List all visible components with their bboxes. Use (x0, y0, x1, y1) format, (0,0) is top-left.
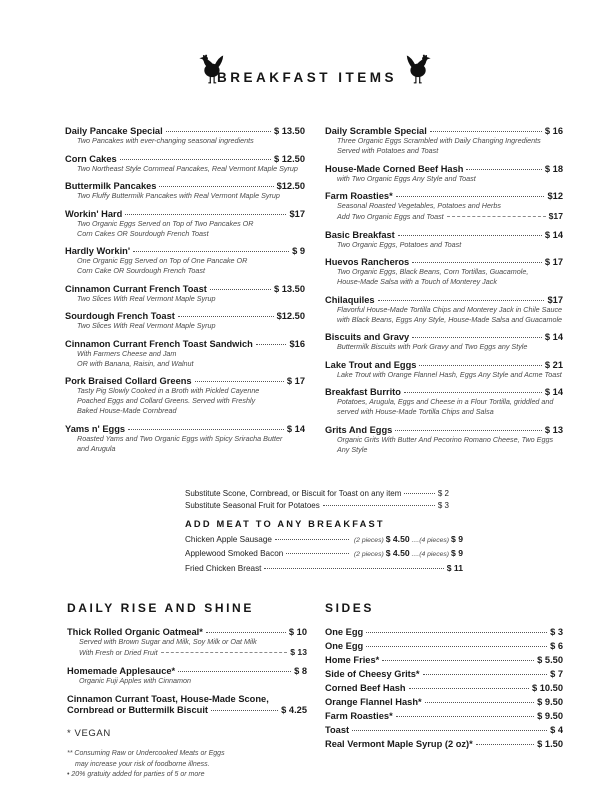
dotted-leader (195, 381, 284, 382)
dotted-leader (323, 505, 435, 506)
add-meat-list (185, 534, 463, 575)
menu-item (325, 332, 563, 352)
item-description: Two Pancakes with ever-changing seasonal ingredients (77, 136, 254, 145)
item-description: Roasted Yams and Two Organic Eggs with Spicy Sriracha Butter (77, 433, 283, 443)
item-price-row (325, 683, 563, 693)
item-price-row (325, 697, 563, 707)
item-price-row (65, 424, 305, 434)
item-price: $ 4.25 (281, 705, 307, 715)
dotted-leader (206, 632, 286, 633)
menu-item (325, 387, 563, 417)
item-name: Farm Roasties* (325, 711, 393, 721)
item-subline (337, 211, 563, 222)
menu-item (325, 725, 563, 735)
item-price-row (325, 711, 563, 721)
item-price: $ 12.50 (273, 153, 305, 164)
menu-item (325, 711, 563, 721)
item-name: Buttermilk Pancakes (65, 181, 157, 191)
item-price-row (325, 164, 563, 174)
piece-count: ....(4 pieces) (411, 551, 450, 558)
menu-item (325, 360, 563, 380)
substitution-row (185, 501, 449, 512)
substitution-price: $ 2 (437, 489, 449, 498)
rise-shine-heading: DAILY RISE AND SHINE (67, 601, 254, 615)
menu-item (65, 311, 305, 331)
menu-item (325, 627, 563, 637)
item-description: Corn Cake OR Sourdough French Toast (77, 266, 205, 275)
item-name: Toast (325, 725, 350, 735)
item-price: $ 17 (544, 257, 563, 267)
item-description: Seasonal Roasted Vegetables, Potatoes and Herbs (337, 201, 501, 210)
chicken-icon (405, 52, 432, 86)
menu-item (325, 295, 563, 325)
item-price: $ 16 (544, 126, 563, 136)
substitutions-and-add-meat-block (185, 489, 463, 576)
item-name: Grits And Eggs (325, 424, 393, 435)
item-price: $ 14 (544, 332, 563, 342)
dotted-leader (412, 262, 542, 263)
dotted-leader (382, 660, 534, 661)
subline-label: Add Two Organic Eggs and Toast (337, 212, 444, 221)
item-price: $ 13.50 (273, 283, 305, 294)
dotted-leader (396, 196, 545, 197)
item-price: $ 14 (544, 229, 563, 240)
item-price-row (325, 332, 563, 342)
subline-label: With Fresh or Dried Fruit (79, 648, 158, 657)
item-price: $12.50 (276, 311, 305, 321)
item-price-row (65, 154, 305, 164)
item-price-row (65, 209, 305, 219)
item-description: Two Organic Eggs Served on Top of Two Pancakes OR (77, 218, 254, 228)
dotted-leader (159, 186, 273, 187)
item-price: $ 10 (288, 627, 307, 637)
item-price: $ 7 (550, 669, 563, 679)
item-description: served with House-Made Tortilla Chips and Salsa (337, 407, 494, 416)
item-name: Workin' Hard (65, 208, 123, 219)
menu-item (67, 627, 307, 658)
dotted-leader (256, 344, 287, 345)
item-description: with Black Beans, Eggs Any Style, House-Made Salsa and Guacamole (337, 314, 563, 324)
menu-item (325, 126, 563, 156)
sides-heading: SIDES (325, 601, 375, 615)
item-name: Home Fries* (325, 655, 380, 665)
subline-price: $17 (548, 211, 563, 221)
dotted-leader (352, 730, 547, 731)
footnote: • 20% gratuity added for parties of 5 or more (67, 771, 205, 778)
item-name: One Egg (325, 627, 364, 637)
item-price: $ 9 (292, 246, 305, 256)
item-name: Side of Cheesy Grits* (325, 669, 420, 679)
menu-item (65, 126, 305, 146)
item-name: Hardly Workin' (65, 246, 131, 256)
vegan-note: * VEGAN (67, 728, 111, 739)
item-price: $ 9.50 (537, 711, 563, 721)
item-price: $ 13.50 (273, 126, 305, 136)
dotted-leader (178, 671, 291, 672)
item-name: Yams n' Eggs (65, 423, 126, 434)
item-name: Huevos Rancheros (325, 257, 410, 267)
menu-item (65, 376, 305, 416)
item-subline (79, 647, 307, 658)
item-price-row (67, 627, 307, 637)
dotted-leader (211, 710, 278, 711)
item-name: Real Vermont Maple Syrup (2 oz)* (325, 739, 473, 749)
item-price: $ 8 (294, 665, 307, 676)
item-description: Organic Grits With Butter And Pecorino Romano Cheese, Two Eggs (337, 434, 554, 444)
dotted-leader (425, 702, 535, 703)
item-price-row (65, 284, 305, 294)
item-name: Lake Trout and Eggs (325, 359, 417, 370)
add-meat-price: $ 4.50 (385, 548, 410, 558)
add-meat-price: $ 4.50 (385, 533, 410, 544)
subline-price: $ 13 (290, 647, 307, 657)
dotted-leader (404, 493, 434, 494)
dotted-leader (430, 131, 542, 132)
item-description: Three Organic Eggs Scrambled with Daily Changing Ingredients (337, 136, 541, 145)
item-description: Corn Cakes OR Sourdough French Toast (77, 228, 209, 238)
item-description: and Arugula (77, 443, 116, 453)
item-price-row (325, 425, 563, 435)
item-description: One Organic Egg Served on Top of One Pancake OR (77, 256, 248, 265)
breakfast-left-column (65, 126, 305, 461)
item-name: Cinnamon Currant French Toast Sandwich (65, 338, 253, 349)
substitution-label: Substitute Scone, Cornbread, or Biscuit for Toast on any item (185, 489, 402, 498)
item-description: Two Slices With Real Vermont Maple Syrup (77, 321, 216, 330)
add-meat-row (185, 534, 463, 547)
dotted-leader (166, 131, 271, 132)
item-name: Breakfast Burrito (325, 387, 401, 397)
item-description: Buttermilk Biscuits with Pork Gravy and Two Eggs any Style (337, 342, 528, 351)
dotted-leader (378, 300, 545, 301)
add-meat-price: $ 9 (451, 548, 463, 558)
menu-item (65, 339, 305, 369)
item-description: Any Style (337, 444, 368, 454)
item-price: $ 6 (550, 641, 563, 651)
substitution-row (185, 489, 449, 500)
menu-item (325, 683, 563, 693)
breakfast-right-column (325, 126, 563, 462)
item-name: Chilaquiles (325, 294, 375, 305)
add-meat-name: Chicken Apple Sausage (185, 534, 272, 544)
item-name: Basic Breakfast (325, 229, 395, 240)
item-price-row (65, 181, 305, 191)
dotted-leader (404, 392, 542, 393)
item-price: $17 (547, 294, 563, 305)
item-description: Potatoes, Arugula, Eggs and Cheese in a Flour Tortilla, griddled and (337, 397, 554, 406)
item-description: Served with Brown Sugar and Milk, Soy Milk or Oat Milk (79, 637, 257, 646)
item-description: Served with Potatoes and Toast (337, 146, 439, 155)
dotted-leader (178, 316, 274, 317)
item-name: Cornbread or Buttermilk Biscuit (67, 705, 209, 715)
dotted-leader (423, 674, 548, 675)
item-description: Flavorful House-Made Tortilla Chips and Monterey Jack in Chile Sauce (337, 304, 563, 314)
item-price: $ 14 (544, 387, 563, 397)
menu-item (65, 181, 305, 201)
item-price-row (65, 246, 305, 256)
item-name: Sourdough French Toast (65, 311, 175, 321)
item-name: One Egg (325, 641, 364, 651)
item-description: Baked House-Made Cornbread (77, 406, 177, 415)
item-price-row (325, 230, 563, 240)
item-price-row (325, 257, 563, 267)
menu-item (325, 191, 563, 222)
add-meat-heading: ADD MEAT TO ANY BREAKFAST (185, 518, 385, 529)
item-price: $ 10.50 (531, 683, 563, 693)
page-title: BREAKFAST ITEMS (216, 70, 397, 85)
item-price: $ 17 (286, 376, 305, 386)
menu-item (325, 425, 563, 455)
item-price: $ 9.50 (537, 697, 563, 707)
item-name: Daily Pancake Special (65, 126, 163, 136)
item-name: Biscuits and Gravy (325, 332, 410, 342)
item-description: Two Northeast Style Cornmeal Pancakes, Real Vermont Maple Syrup (77, 163, 298, 173)
dotted-leader (466, 169, 541, 170)
item-description: Two Fluffy Buttermilk Pancakes with Real Vermont Maple Syrup (77, 191, 280, 200)
item-price-row (65, 339, 305, 349)
footnote: may increase your risk of foodborne illness. (75, 760, 210, 768)
item-name: Pork Braised Collard Greens (65, 376, 192, 386)
substitutions-list (185, 489, 463, 512)
item-name: House-Made Corned Beef Hash (325, 163, 464, 174)
item-description: Poached Eggs and Collard Greens. Served with Freshly (77, 396, 256, 405)
menu-item (65, 209, 305, 239)
item-name: Homemade Applesauce* (67, 665, 176, 676)
dashed-leader (161, 652, 288, 653)
rise-shine-list (67, 627, 307, 715)
menu-item (67, 666, 307, 686)
dotted-leader (120, 159, 271, 160)
item-name: Farm Roasties* (325, 191, 393, 201)
item-price-row (325, 360, 563, 370)
add-meat-row (185, 548, 463, 561)
dotted-leader (125, 214, 286, 215)
menu-item (325, 669, 563, 679)
dotted-leader (396, 716, 534, 717)
menu-item (67, 693, 307, 715)
dotted-leader (395, 430, 542, 431)
add-meat-price: $ 11 (446, 562, 463, 573)
menu-item (325, 257, 563, 287)
item-description: With Farmers Cheese and Jam (77, 348, 177, 358)
dotted-leader (419, 365, 541, 366)
item-price-row (67, 705, 307, 715)
item-price: $ 21 (544, 359, 563, 370)
dotted-leader (409, 688, 529, 689)
item-price-row (325, 126, 563, 136)
dashed-leader (447, 216, 546, 217)
dotted-leader (412, 337, 542, 338)
dotted-leader (398, 235, 542, 236)
item-description: Two Organic Eggs, Potatoes and Toast (337, 239, 462, 249)
sides-section (325, 601, 563, 753)
item-description: Lake Trout with Orange Flannel Hash, Eggs Any Style and Acme Toast (337, 369, 562, 379)
item-description: Organic Fuji Apples with Cinnamon (79, 675, 191, 685)
item-name: Orange Flannel Hash* (325, 697, 422, 707)
item-price-row (325, 191, 563, 201)
menu-item (325, 739, 563, 749)
item-name: Corned Beef Hash (325, 683, 406, 693)
dotted-leader (366, 646, 547, 647)
item-name: Cinnamon Currant French Toast (65, 283, 207, 294)
menu-item (325, 641, 563, 651)
item-price-row (325, 295, 563, 305)
item-price: $16 (289, 338, 305, 349)
item-price: $ 1.50 (537, 739, 563, 749)
piece-count: (2 pieces) (353, 536, 384, 544)
menu-item (65, 284, 305, 304)
item-price-row (65, 311, 305, 321)
item-price: $12 (547, 191, 563, 201)
add-meat-name: Fried Chicken Breast (185, 563, 262, 573)
menu-item (325, 230, 563, 250)
item-name: Cinnamon Currant Toast, House-Made Scone, (67, 694, 269, 704)
menu-item (65, 154, 305, 174)
dotted-leader (128, 429, 284, 430)
footnote: ** Consuming Raw or Undercooked Meats or Eggs (67, 750, 225, 757)
item-price-row (325, 627, 563, 637)
daily-rise-and-shine-section (67, 601, 307, 781)
substitution-label: Substitute Seasonal Fruit for Potatoes (185, 501, 320, 510)
item-price: $12.50 (276, 181, 305, 191)
menu-item (65, 246, 305, 276)
substitution-price: $ 3 (437, 501, 449, 510)
menu-item (65, 424, 305, 454)
footnotes (67, 749, 307, 781)
item-name: Thick Rolled Organic Oatmeal* (67, 627, 203, 637)
item-description: House-Made Salsa with a Touch of Monterey Jack (337, 277, 497, 286)
item-description: Two Slices With Real Vermont Maple Syrup (77, 293, 216, 303)
item-price-row (325, 739, 563, 749)
item-price: $ 5.50 (537, 655, 563, 665)
piece-count: (2 pieces) (353, 551, 384, 558)
item-price-row (325, 725, 563, 735)
menu-item (325, 697, 563, 707)
item-description: with Two Organic Eggs Any Style and Toast (337, 173, 476, 183)
item-description: Two Organic Eggs, Black Beans, Corn Tortillas, Guacamole, (337, 267, 529, 276)
item-price: $ 4 (550, 725, 563, 735)
dotted-leader (366, 632, 547, 633)
add-meat-row (185, 563, 463, 575)
item-description: Tasty Pig Slowly Cooked in a Broth with Pickled Cayenne (77, 386, 260, 395)
dotted-leader (286, 553, 349, 554)
item-price-row (65, 126, 305, 136)
item-description: OR with Banana, Raisin, and Walnut (77, 358, 194, 368)
item-price-row (67, 666, 307, 676)
item-price: $ 13 (544, 424, 563, 435)
item-price-row (325, 655, 563, 665)
add-meat-name: Applewood Smoked Bacon (185, 549, 284, 558)
dotted-leader (264, 568, 443, 569)
item-price: $ 3 (550, 627, 563, 637)
piece-count: ....(4 pieces) (411, 536, 450, 544)
item-price: $ 18 (544, 163, 563, 174)
menu-item (325, 655, 563, 665)
dotted-leader (275, 539, 349, 540)
item-price-row (325, 641, 563, 651)
sides-list (325, 627, 563, 749)
dotted-leader (210, 289, 271, 290)
dotted-leader (133, 251, 289, 252)
dotted-leader (476, 744, 534, 745)
item-price: $ 14 (286, 423, 305, 434)
item-price-row (325, 669, 563, 679)
item-price-row (65, 376, 305, 386)
item-name: Daily Scramble Special (325, 126, 427, 136)
item-price-row (325, 387, 563, 397)
menu-item (325, 164, 563, 184)
item-price: $17 (289, 208, 305, 219)
add-meat-price: $ 9 (451, 533, 463, 544)
item-name: Corn Cakes (65, 153, 117, 164)
